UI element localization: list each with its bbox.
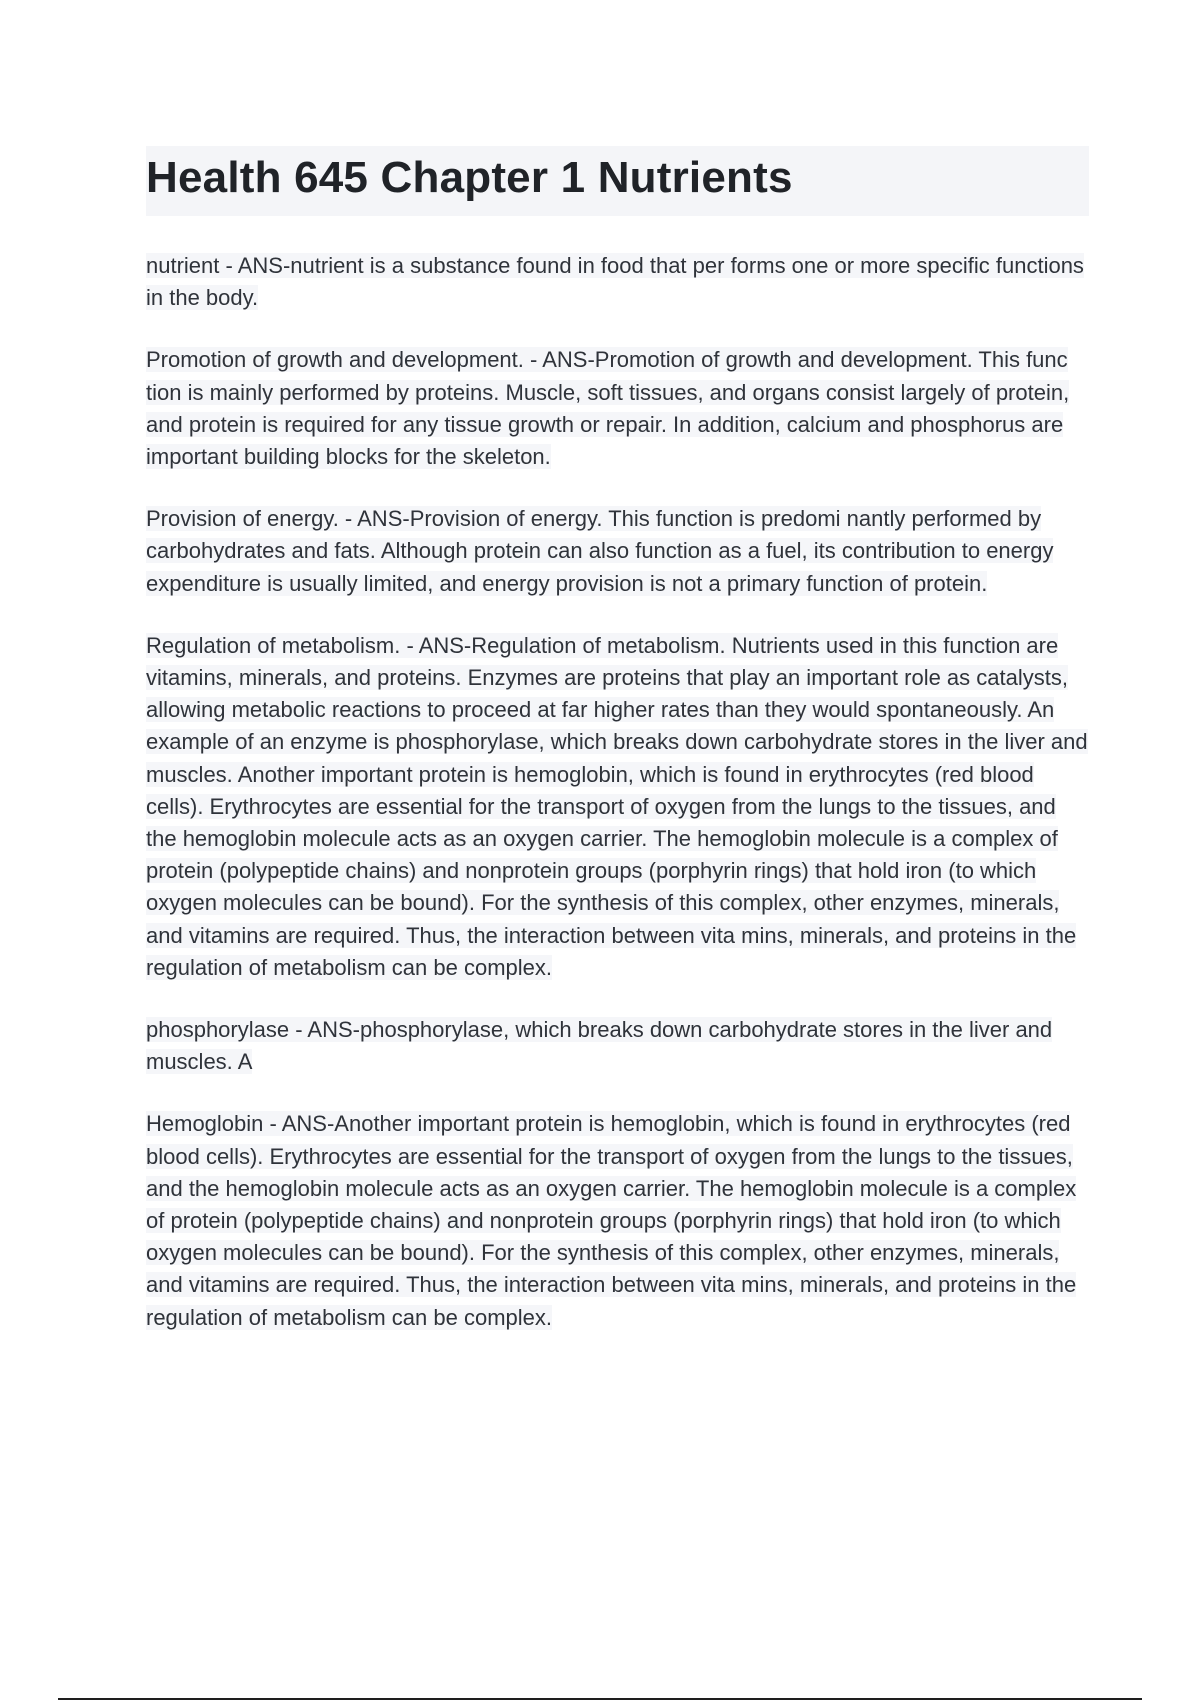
document-page	[146, 146, 1089, 1364]
entry-growth-development	[146, 344, 1089, 473]
entry-provision-energy	[146, 503, 1089, 600]
entry-nutrient	[146, 250, 1089, 314]
entry-regulation-metabolism	[146, 630, 1089, 984]
entry-phosphorylase	[146, 1014, 1089, 1078]
entry-text: Provision of energy. - ANS-Provision of energy. This function is predomi nantly performed by carbohydrates and fats. Although protein can also function as a fuel, its contribution to energy expenditure is usually limited, and energy provision is not a primary function of protein.	[146, 506, 1054, 596]
entry-hemoglobin	[146, 1108, 1089, 1333]
entry-text: Regulation of metabolism. - ANS-Regulation of metabolism. Nutrients used in this function are vitamins, minerals, and proteins. Enzymes are proteins that play an important role as catalysts, allowing metabolic reactions to proceed at far higher rates than they would spontaneously. An example of an enzyme is phosphorylase, which breaks down carbohydrate stores in the liver and muscles. Another important protein is hemoglobin, which is found in erythrocytes (red blood cells). Erythrocytes are essential for the transport of oxygen from the lungs to the tissues, and the hemoglobin molecule acts as an oxygen carrier. The hemoglobin molecule is a complex of protein (polypeptide chains) and nonprotein groups (porphyrin rings) that hold iron (to which oxygen molecules can be bound). For the synthesis of this complex, other enzymes, minerals, and vitamins are required. Thus, the interaction between vita mins, minerals, and proteins in the regulation of metabolism can be complex.	[146, 632, 1088, 980]
page-title: Health 645 Chapter 1 Nutrients	[146, 153, 793, 202]
entry-text: Promotion of growth and development. - ANS-Promotion of growth and development. This func tion is mainly performed by proteins. Muscle, soft tissues, and organs consist largely of protein, and protein is required for any tissue growth or repair. In addition, calcium and phosphorus are important building blocks for the skeleton.	[146, 347, 1070, 470]
entry-text: nutrient - ANS-nutrient is a substance found in food that per forms one or more specific functions in the body.	[146, 253, 1084, 311]
title-band	[146, 146, 1089, 216]
entry-text: phosphorylase - ANS-phosphorylase, which breaks down carbohydrate stores in the liver and muscles. A	[146, 1017, 1053, 1075]
entry-text: Hemoglobin - ANS-Another important protein is hemoglobin, which is found in erythrocytes (red blood cells). Erythrocytes are essential for the transport of oxygen from the lungs to the tissues, and the hemoglobin molecule acts as an oxygen carrier. The hemoglobin molecule is a complex of protein (polypeptide chains) and nonprotein groups (porphyrin rings) that hold iron (to which oxygen molecules can be bound). For the synthesis of this complex, other enzymes, minerals, and vitamins are required. Thus, the interaction between vita mins, minerals, and proteins in the regulation of metabolism can be complex.	[146, 1111, 1077, 1330]
